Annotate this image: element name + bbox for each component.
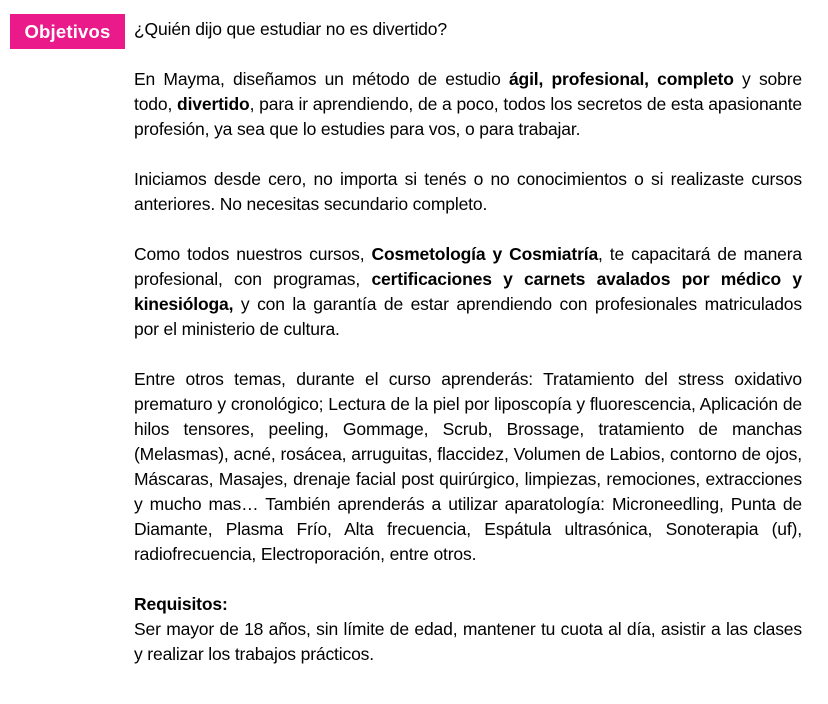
objetivos-badge: Objetivos	[10, 14, 125, 49]
certification-highlight: certificaciones y carnets avalados por médico y kinesióloga,	[134, 269, 802, 314]
method-bold-2: divertido	[177, 94, 250, 114]
cert-text-2: , te capacitará de manera profesional, con programas,	[134, 244, 802, 289]
certification-paragraph	[134, 242, 802, 342]
method-text-1: En Mayma, diseñamos un método de estudio	[134, 69, 509, 89]
course-description	[134, 17, 802, 667]
method-bold-1: ágil, profesional, completo	[508, 69, 734, 89]
requirements-text: Ser mayor de 18 años, sin límite de edad, mantener tu cuota al día, asistir a las clases y realizar los trabajos prácticos.	[134, 619, 802, 664]
cert-text-3: y con la garantía de estar aprendiendo con profesionales matriculados por el ministerio de cultura.	[134, 294, 802, 339]
topics-paragraph: Entre otros temas, durante el curso aprenderás: Tratamiento del stress oxidativo prematuro y cronológico; Lectura de la piel por liposcopía y fluorescencia, Aplicación de hilos tensores, peeling, Gommage, Scrub, Brossage, tratamiento de manchas (Melasmas), acné, rosácea, arruguitas, flaccidez, Volumen de Labios, contorno de ojos, Máscaras, Masajes, drenaje facial post quirúrgico, limpiezas, remociones, extracciones y mucho mas… También aprenderás a utilizar aparatología: Microneedling, Punta de Diamante, Plasma Frío, Alta frecuencia, Espátula ultrasónica, Sonoterapia (uf), radiofrecuencia, Electroporación, entre otros.	[134, 369, 802, 564]
intro-question: ¿Quién dijo que estudiar no es divertido?	[134, 19, 447, 39]
start-paragraph: Iniciamos desde cero, no importa si tenés o no conocimientos o si realizaste cursos anteriores. No necesitas secundario completo.	[134, 169, 802, 214]
course-name: Cosmetología y Cosmiatría	[371, 244, 599, 264]
cert-text-1: Como todos nuestros cursos,	[134, 244, 372, 264]
method-text-2: y sobre todo,	[134, 69, 802, 114]
method-paragraph	[134, 67, 802, 142]
requirements-heading: Requisitos:	[134, 594, 228, 614]
method-text-3: , para ir aprendiendo, de a poco, todos los secretos de esta apasionante profesión, ya sea que lo estudies para vos, o para trabajar.	[134, 94, 802, 139]
